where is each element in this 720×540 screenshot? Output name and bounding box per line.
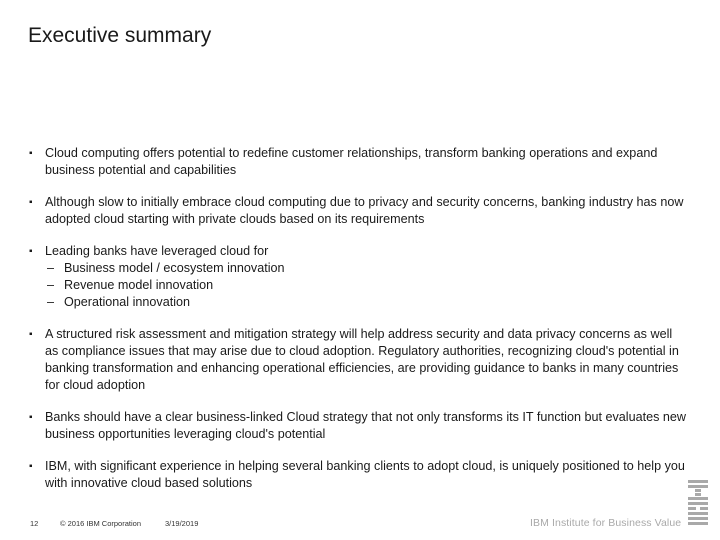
bullet-marker: ▪ <box>29 329 33 340</box>
bullet-item <box>28 243 688 311</box>
slide-footer <box>0 517 720 531</box>
sub-bullet-list <box>45 260 688 311</box>
copyright-notice: © 2016 IBM Corporation <box>60 519 141 528</box>
sub-bullet-marker: – <box>47 278 55 292</box>
bullet-text: IBM, with significant experience in helping several banking clients to adopt cloud, is uniquely positioned to help you with innovative cloud based solutions <box>45 459 685 490</box>
bullet-item <box>28 145 688 179</box>
page-number: 12 <box>30 519 39 528</box>
bullet-item <box>28 409 688 443</box>
sub-bullet-text: Revenue model innovation <box>64 278 214 292</box>
sub-bullet-text: Operational innovation <box>64 295 191 309</box>
bullet-text: Banks should have a clear business-linked Cloud strategy that not only transforms its IT function but evaluates new business opportunities leveraging cloud's potential <box>45 410 686 441</box>
institute-name: IBM Institute for Business Value <box>530 517 682 529</box>
sub-bullet-item <box>45 294 688 311</box>
slide-date: 3/19/2019 <box>165 519 199 528</box>
bullet-text: A structured risk assessment and mitigation strategy will help address security and data privacy concerns as well as compliance issues that may arise due to cloud adoption. Regulatory authorities, recognizing cloud's potential in banking transformation and enhancing operational efficiencies, are providing guidance to banks in many countries for cloud adoption <box>45 327 679 392</box>
bullet-marker: ▪ <box>29 148 33 159</box>
bullet-text: Although slow to initially embrace cloud computing due to privacy and security concerns, banking industry has now adopted cloud starting with private clouds based on its requirements <box>45 195 684 226</box>
bullet-item <box>28 458 688 492</box>
slide-title: Executive summary <box>28 24 212 47</box>
sub-bullet-marker: – <box>47 295 55 309</box>
sub-bullet-item <box>45 260 688 277</box>
bullet-marker: ▪ <box>29 197 33 208</box>
sub-bullet-text: Business model / ecosystem innovation <box>64 261 285 275</box>
bullet-text: Leading banks have leveraged cloud for <box>45 244 269 258</box>
bullet-marker: ▪ <box>29 246 33 257</box>
ibm-logo-icon <box>686 480 710 526</box>
bullet-text: Cloud computing offers potential to redefine customer relationships, transform banking operations and expand business potential and capabilities <box>45 146 658 177</box>
bullet-item <box>28 194 688 228</box>
bullet-item <box>28 326 688 394</box>
sub-bullet-marker: – <box>47 261 55 275</box>
bullet-list <box>28 145 688 507</box>
sub-bullet-item <box>45 277 688 294</box>
bullet-marker: ▪ <box>29 461 33 472</box>
bullet-marker: ▪ <box>29 412 33 423</box>
